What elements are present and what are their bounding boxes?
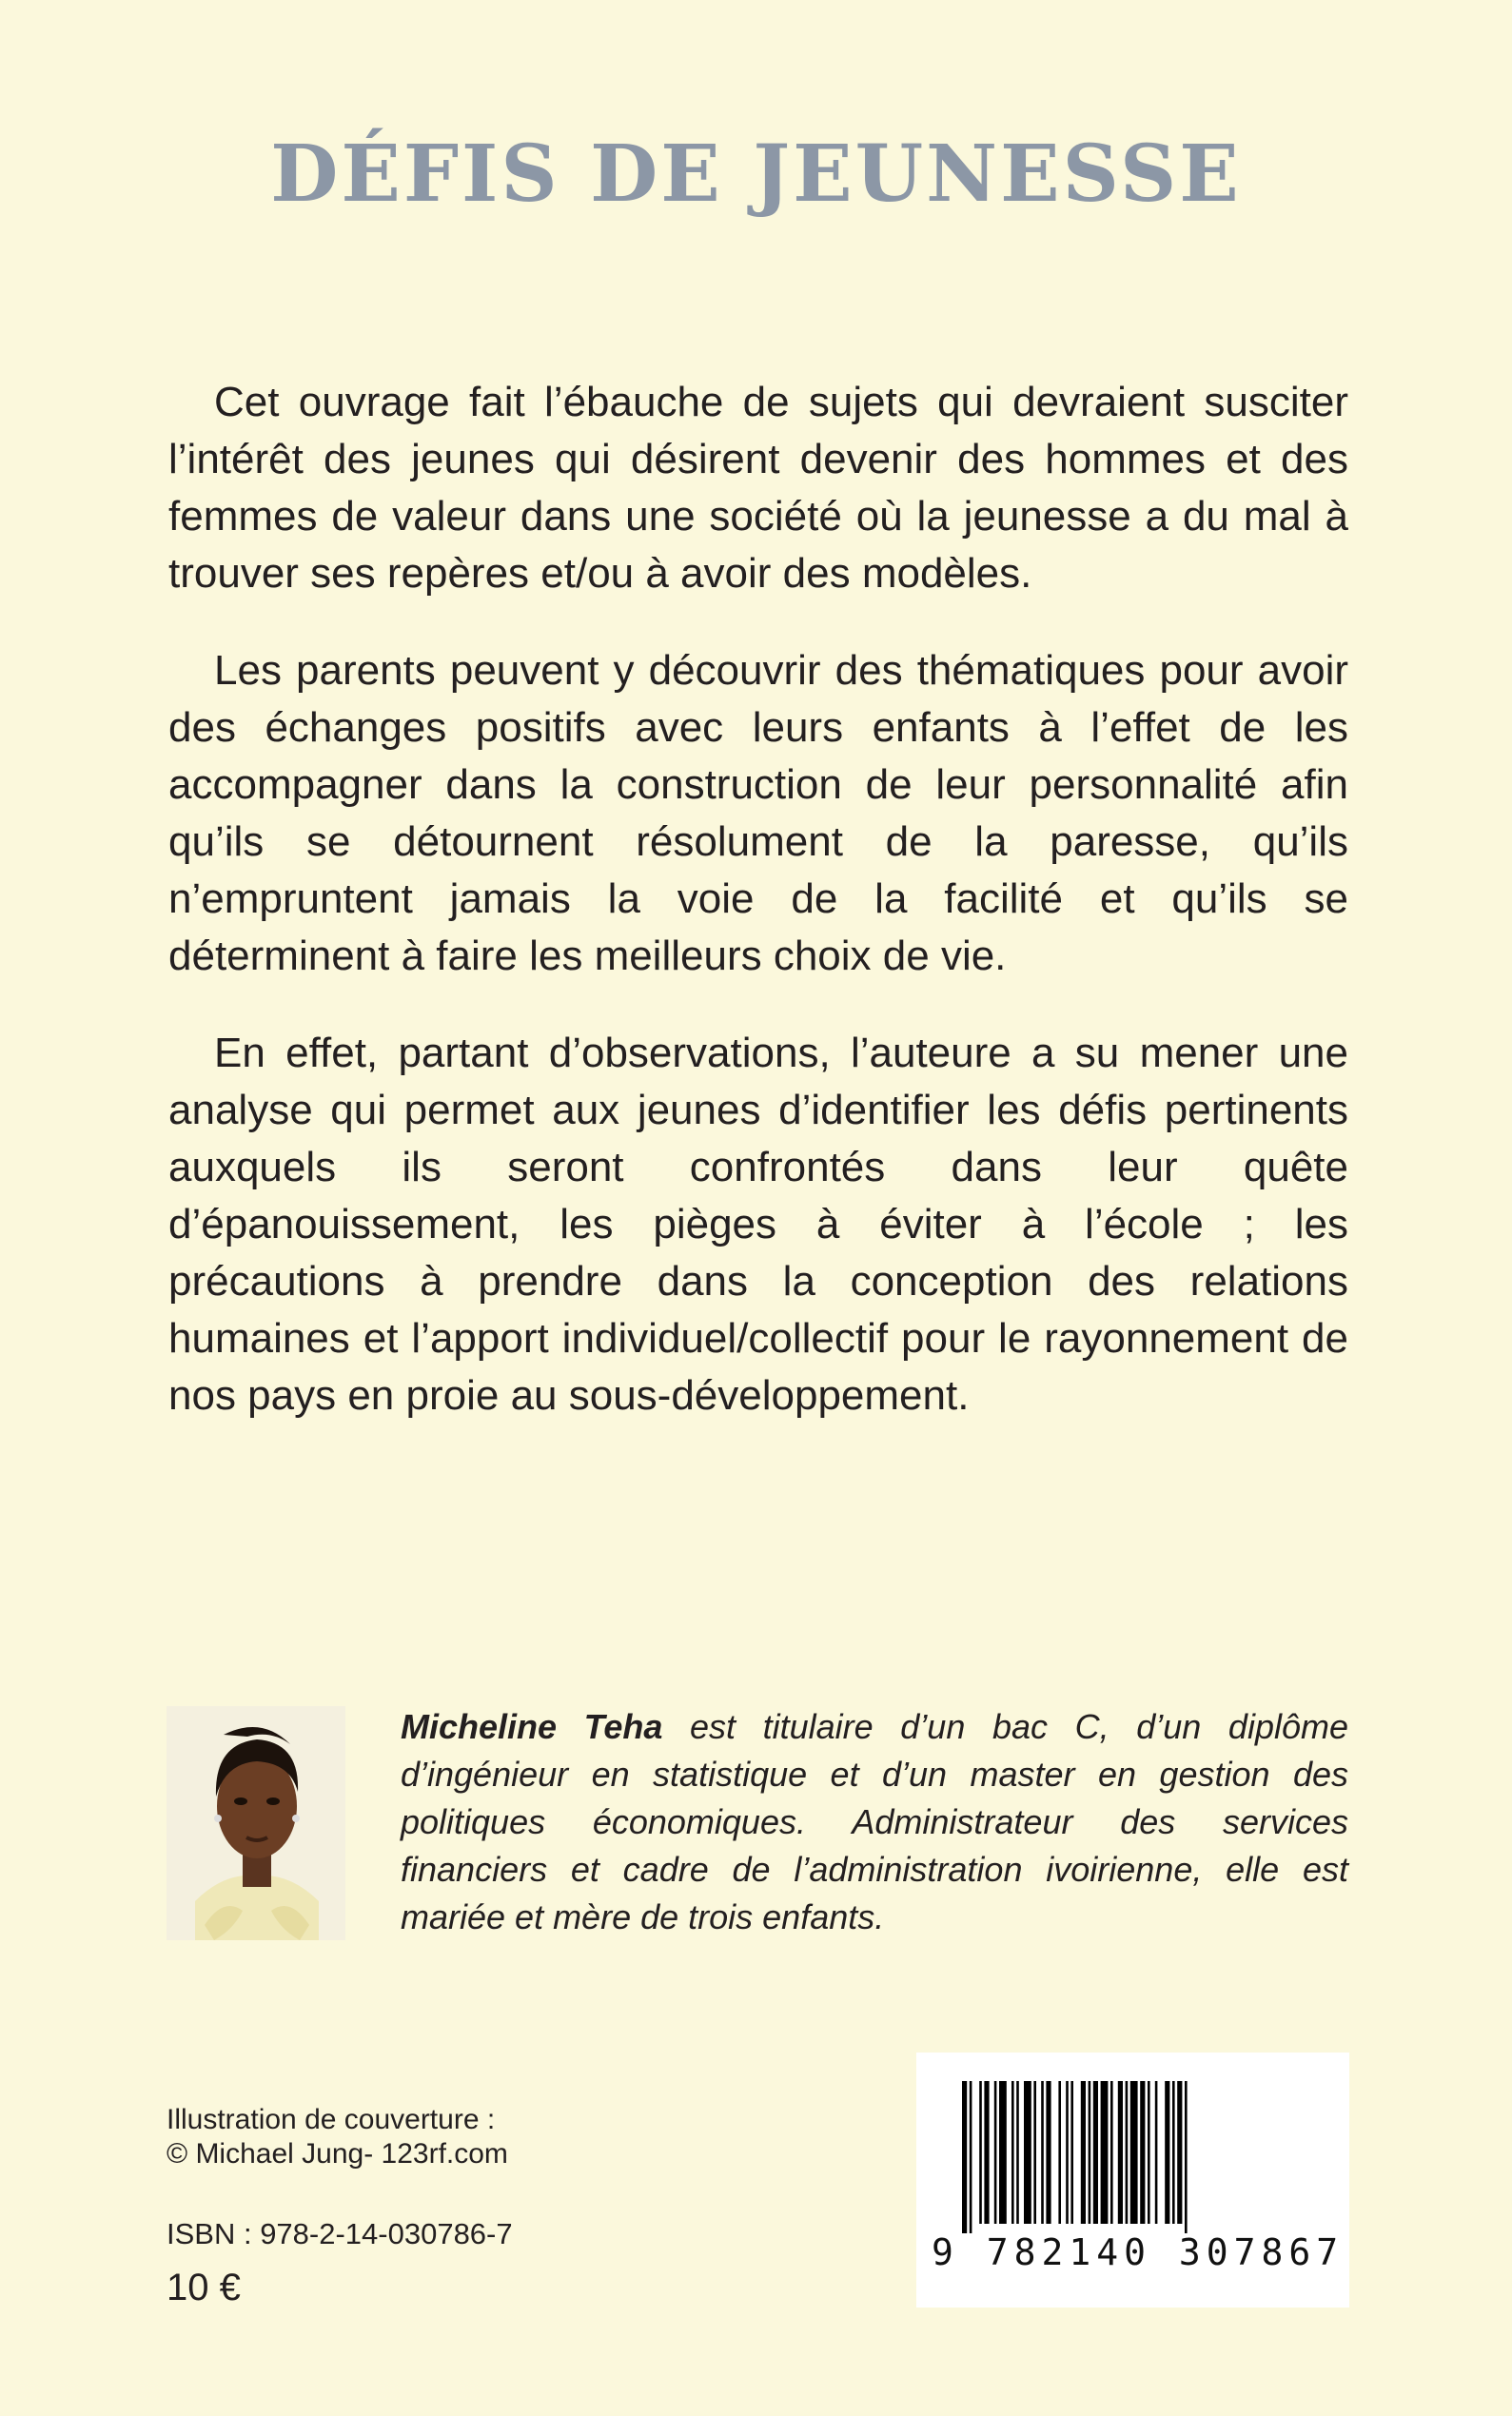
barcode-bar — [1041, 2081, 1044, 2224]
barcode-bar — [970, 2081, 972, 2233]
barcode-bar — [979, 2081, 982, 2224]
barcode-bar — [994, 2081, 997, 2224]
barcode-bar — [1011, 2081, 1014, 2224]
isbn: ISBN : 978-2-14-030786-7 — [167, 2217, 513, 2250]
barcode-bar — [1110, 2081, 1113, 2224]
barcode-bar — [1081, 2081, 1086, 2224]
author-portrait-illustration — [167, 1706, 345, 1940]
barcode-bar — [1148, 2081, 1150, 2224]
author-photo — [167, 1706, 345, 1940]
credits-label: Illustration de couverture : — [167, 2104, 496, 2135]
author-bio-text: est titulaire d’un bac C, d’un diplôme d’ingénieur en statistique et d’un master en gestion des politiques économiques. Administrateur des services financiers et cadre de l’administration ivoirienne, elle est mariée et mère de trois enfants. — [401, 1707, 1349, 1936]
barcode-bar — [1140, 2081, 1145, 2224]
barcode-bar — [1172, 2081, 1175, 2224]
barcode — [916, 2053, 1349, 2308]
barcode-bar — [1024, 2081, 1031, 2224]
author-bio — [401, 1703, 1348, 1941]
cover-credits — [167, 2103, 508, 2171]
barcode-bar — [984, 2081, 989, 2224]
barcode-bar — [1033, 2081, 1036, 2224]
barcode-bar — [999, 2081, 1007, 2224]
barcode-bar — [1177, 2081, 1182, 2224]
author-name: Micheline Teha — [401, 1707, 663, 1746]
credits-source: © Michael Jung- 123rf.com — [167, 2138, 508, 2170]
barcode-bar — [1070, 2081, 1073, 2224]
barcode-bar — [1118, 2081, 1123, 2224]
barcode-bar — [1016, 2081, 1019, 2224]
barcode-bar — [962, 2081, 967, 2233]
blurb-paragraph-1: Cet ouvrage fait l’ébauche de sujets qui devraient susciter l’intérêt des jeunes qui désirent devenir des hommes et des femmes de valeur dans une société où la jeunesse a du mal à trouver ses repères et/ou à avoir des modèles. — [168, 379, 1348, 597]
price: 10 € — [167, 2267, 241, 2308]
barcode-bar — [1066, 2081, 1069, 2224]
barcode-digits: 9 782140 307867 — [932, 2231, 1345, 2273]
barcode-bar — [1126, 2081, 1129, 2224]
barcode-bar — [1130, 2081, 1138, 2224]
book-title: DÉFIS DE JEUNESSE — [270, 128, 1242, 220]
barcode-bar — [1165, 2081, 1169, 2224]
barcode-bar — [1185, 2081, 1188, 2233]
barcode-bars — [916, 2053, 1349, 2233]
blurb-paragraph-3: En effet, partant d’observations, l’auteure a su mener une analyse qui permet aux jeunes d’identifier les défis pertinents auxquels ils seront confrontés dans leur quête d’épanouissement, les pièges à éviter à l’école ; les précautions à prendre dans la conception des relations humaines et l’apport individuel/collectif pour le rayonnement de nos pays en proie au sous-développement. — [168, 1030, 1348, 1419]
barcode-bar — [1101, 2081, 1109, 2224]
blurb — [168, 374, 1348, 1464]
barcode-bar — [1155, 2081, 1158, 2224]
barcode-bar — [1046, 2081, 1051, 2224]
barcode-bar — [1058, 2081, 1061, 2224]
barcode-bar — [1093, 2081, 1098, 2224]
barcode-bar — [1089, 2081, 1091, 2224]
blurb-paragraph-2: Les parents peuvent y découvrir des thématiques pour avoir des échanges positifs avec leurs enfants à l’effet de les accompagner dans la construction de leur personnalité afin qu’ils se détournent résolument de la paresse, qu’ils n’empruntent jamais la voie de la facilité et qu’ils se déterminent à faire les meilleurs choix de vie. — [168, 647, 1348, 979]
